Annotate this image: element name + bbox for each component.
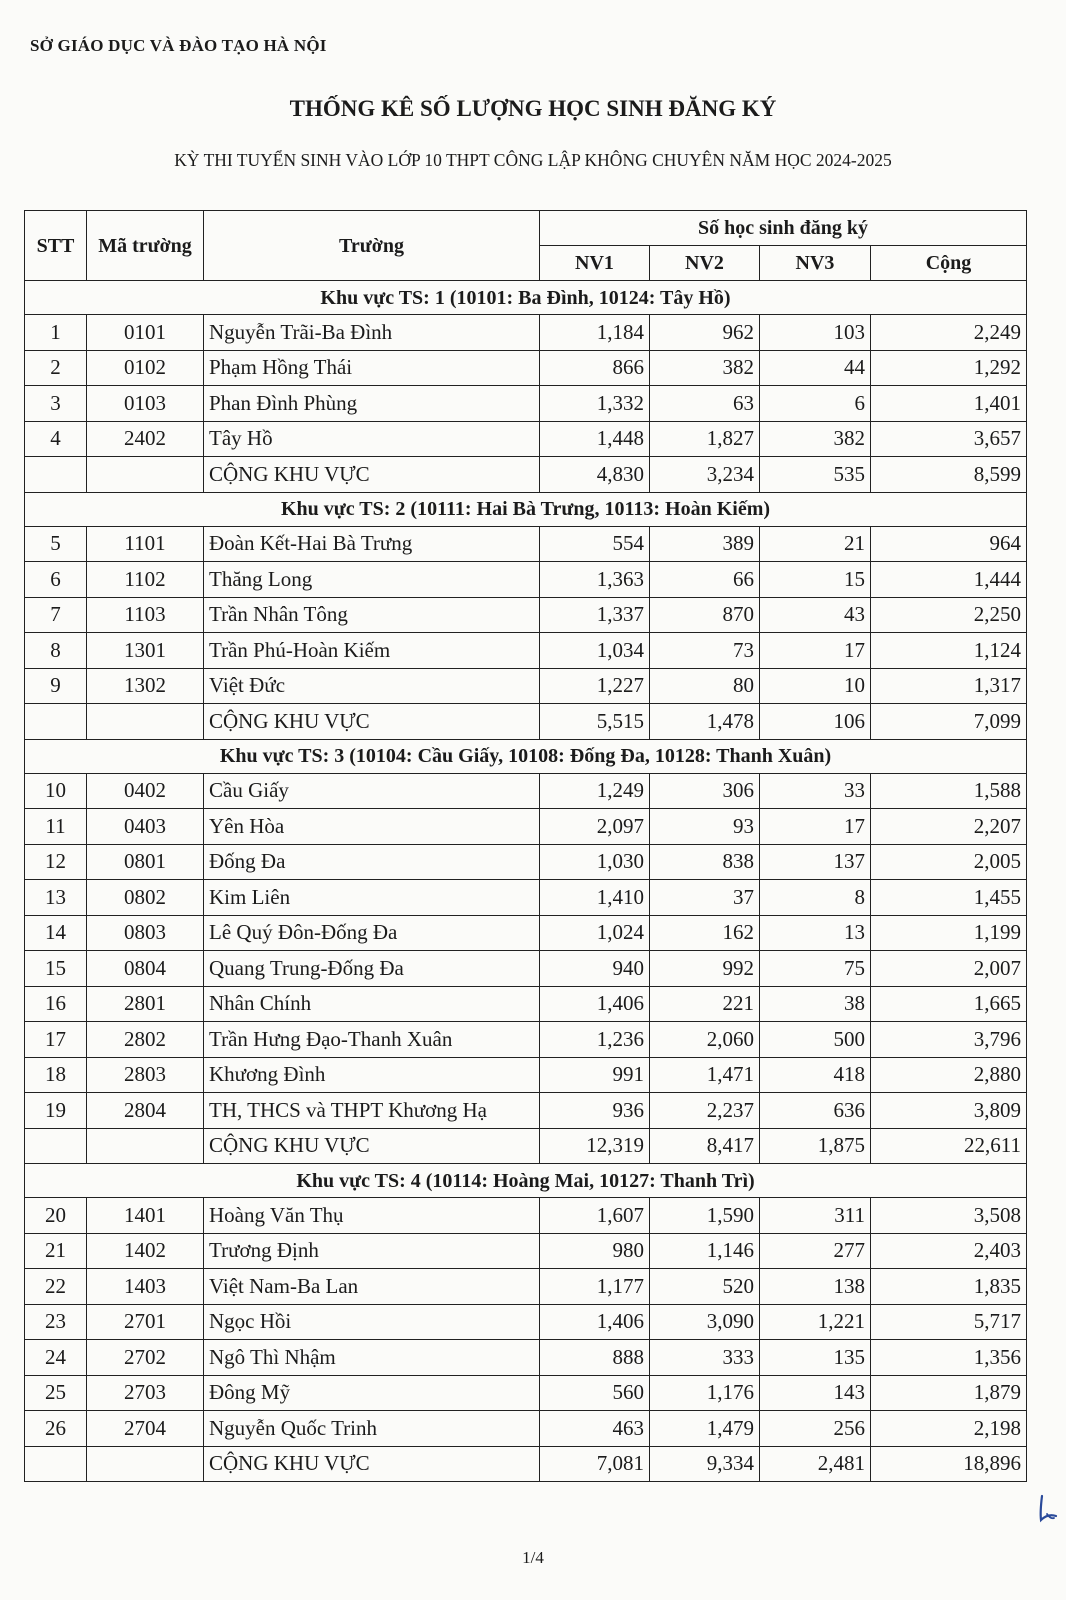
stt-cell: 2 xyxy=(25,350,87,386)
nv2-cell: 37 xyxy=(650,880,760,916)
document-title: THỐNG KÊ SỐ LƯỢNG HỌC SINH ĐĂNG KÝ xyxy=(289,96,777,121)
table-body xyxy=(25,281,1027,1482)
empty-cell xyxy=(87,1128,204,1164)
nv1-cell: 1,448 xyxy=(540,421,650,457)
nv1-cell: 1,177 xyxy=(540,1269,650,1305)
school-code-cell: 2702 xyxy=(87,1340,204,1376)
school-code-cell: 1102 xyxy=(87,562,204,598)
subtotal-label: CỘNG KHU VỰC xyxy=(204,457,540,493)
total-cell: 5,717 xyxy=(871,1304,1027,1340)
total-cell: 1,292 xyxy=(871,350,1027,386)
school-name-cell: Ngô Thì Nhậm xyxy=(204,1340,540,1376)
nv3-cell: 143 xyxy=(760,1375,871,1411)
table-row xyxy=(25,421,1027,457)
nv2-cell: 2,237 xyxy=(650,1093,760,1129)
school-name-cell: TH, THCS và THPT Khương Hạ xyxy=(204,1093,540,1129)
nv1-cell: 866 xyxy=(540,350,650,386)
region-title: Khu vực TS: 4 (10114: Hoàng Mai, 10127: Thanh Trì) xyxy=(25,1164,1027,1198)
region-header-row xyxy=(25,1164,1027,1198)
empty-cell xyxy=(87,1446,204,1482)
stt-cell: 15 xyxy=(25,951,87,987)
total-cell: 1,835 xyxy=(871,1269,1027,1305)
column-header-stt: STT xyxy=(25,211,87,281)
table-row xyxy=(25,1057,1027,1093)
stt-cell: 26 xyxy=(25,1411,87,1447)
nv1-cell: 936 xyxy=(540,1093,650,1129)
school-code-cell: 2803 xyxy=(87,1057,204,1093)
stt-cell: 7 xyxy=(25,597,87,633)
school-name-cell: Yên Hòa xyxy=(204,809,540,845)
nv1-cell: 1,249 xyxy=(540,773,650,809)
total-cell: 1,401 xyxy=(871,386,1027,422)
stt-cell: 8 xyxy=(25,633,87,669)
nv2-cell: 221 xyxy=(650,986,760,1022)
table-row xyxy=(25,562,1027,598)
nv3-cell: 418 xyxy=(760,1057,871,1093)
nv2-cell: 1,590 xyxy=(650,1198,760,1234)
nv3-cell: 43 xyxy=(760,597,871,633)
nv1-cell: 463 xyxy=(540,1411,650,1447)
nv2-cell: 992 xyxy=(650,951,760,987)
nv2-cell: 1,827 xyxy=(650,421,760,457)
school-code-cell: 0803 xyxy=(87,915,204,951)
nv1-cell: 1,030 xyxy=(540,844,650,880)
school-code-cell: 1402 xyxy=(87,1233,204,1269)
nv3-cell: 137 xyxy=(760,844,871,880)
stt-cell: 9 xyxy=(25,668,87,704)
school-name-cell: Nhân Chính xyxy=(204,986,540,1022)
total-cell: 1,199 xyxy=(871,915,1027,951)
stt-cell: 11 xyxy=(25,809,87,845)
school-name-cell: Trần Hưng Đạo-Thanh Xuân xyxy=(204,1022,540,1058)
table-row xyxy=(25,880,1027,916)
school-name-cell: Hoàng Văn Thụ xyxy=(204,1198,540,1234)
region-subtotal-row xyxy=(25,704,1027,740)
school-name-cell: Việt Đức xyxy=(204,668,540,704)
table-row xyxy=(25,773,1027,809)
nv3-cell: 1,221 xyxy=(760,1304,871,1340)
subtotal-label: CỘNG KHU VỰC xyxy=(204,704,540,740)
stt-cell: 5 xyxy=(25,526,87,562)
stt-cell: 23 xyxy=(25,1304,87,1340)
subtotal-nv1: 4,830 xyxy=(540,457,650,493)
total-cell: 1,879 xyxy=(871,1375,1027,1411)
nv3-cell: 135 xyxy=(760,1340,871,1376)
nv3-cell: 17 xyxy=(760,633,871,669)
subtotal-total: 7,099 xyxy=(871,704,1027,740)
nv2-cell: 1,176 xyxy=(650,1375,760,1411)
school-code-cell: 0801 xyxy=(87,844,204,880)
school-name-cell: Thăng Long xyxy=(204,562,540,598)
region-header-row xyxy=(25,739,1027,773)
school-name-cell: Nguyễn Trãi-Ba Đình xyxy=(204,315,540,351)
table-row xyxy=(25,1198,1027,1234)
nv2-cell: 382 xyxy=(650,350,760,386)
nv1-cell: 1,410 xyxy=(540,880,650,916)
registration-table xyxy=(24,210,1027,1482)
total-cell: 3,657 xyxy=(871,421,1027,457)
nv1-cell: 554 xyxy=(540,526,650,562)
total-cell: 2,880 xyxy=(871,1057,1027,1093)
region-header-row xyxy=(25,492,1027,526)
nv2-cell: 66 xyxy=(650,562,760,598)
total-cell: 2,207 xyxy=(871,809,1027,845)
subtotal-nv1: 12,319 xyxy=(540,1128,650,1164)
nv3-cell: 10 xyxy=(760,668,871,704)
nv3-cell: 44 xyxy=(760,350,871,386)
stt-cell: 13 xyxy=(25,880,87,916)
stt-cell: 18 xyxy=(25,1057,87,1093)
nv2-cell: 3,090 xyxy=(650,1304,760,1340)
subtotal-nv3: 106 xyxy=(760,704,871,740)
table-row xyxy=(25,1022,1027,1058)
school-name-cell: Tây Hồ xyxy=(204,421,540,457)
nv2-cell: 2,060 xyxy=(650,1022,760,1058)
subtotal-nv3: 1,875 xyxy=(760,1128,871,1164)
school-code-cell: 1403 xyxy=(87,1269,204,1305)
nv1-cell: 991 xyxy=(540,1057,650,1093)
school-name-cell: Trương Định xyxy=(204,1233,540,1269)
school-name-cell: Phan Đình Phùng xyxy=(204,386,540,422)
school-code-cell: 0102 xyxy=(87,350,204,386)
subtotal-nv1: 5,515 xyxy=(540,704,650,740)
school-name-cell: Phạm Hồng Thái xyxy=(204,350,540,386)
school-code-cell: 0101 xyxy=(87,315,204,351)
total-cell: 1,588 xyxy=(871,773,1027,809)
table-row xyxy=(25,668,1027,704)
nv2-cell: 1,146 xyxy=(650,1233,760,1269)
table-row xyxy=(25,844,1027,880)
empty-cell xyxy=(25,457,87,493)
subtotal-total: 18,896 xyxy=(871,1446,1027,1482)
region-title: Khu vực TS: 3 (10104: Cầu Giấy, 10108: Đống Đa, 10128: Thanh Xuân) xyxy=(25,739,1027,773)
column-header-school: Trường xyxy=(204,211,540,281)
school-code-cell: 2804 xyxy=(87,1093,204,1129)
nv2-cell: 93 xyxy=(650,809,760,845)
table-row xyxy=(25,1269,1027,1305)
nv3-cell: 256 xyxy=(760,1411,871,1447)
school-code-cell: 2704 xyxy=(87,1411,204,1447)
nv1-cell: 1,227 xyxy=(540,668,650,704)
school-name-cell: Kim Liên xyxy=(204,880,540,916)
nv1-cell: 1,406 xyxy=(540,1304,650,1340)
nv2-cell: 962 xyxy=(650,315,760,351)
nv2-cell: 63 xyxy=(650,386,760,422)
nv3-cell: 311 xyxy=(760,1198,871,1234)
nv2-cell: 73 xyxy=(650,633,760,669)
subtotal-label: CỘNG KHU VỰC xyxy=(204,1446,540,1482)
table-row xyxy=(25,526,1027,562)
total-cell: 2,005 xyxy=(871,844,1027,880)
empty-cell xyxy=(25,704,87,740)
column-header-nv1: NV1 xyxy=(540,246,650,281)
region-header-row xyxy=(25,281,1027,315)
column-header-school-code: Mã trường xyxy=(87,211,204,281)
subtotal-nv2: 8,417 xyxy=(650,1128,760,1164)
subtotal-total: 22,611 xyxy=(871,1128,1027,1164)
school-name-cell: Trần Phú-Hoàn Kiếm xyxy=(204,633,540,669)
school-code-cell: 2801 xyxy=(87,986,204,1022)
department-name: SỞ GIÁO DỤC VÀ ĐÀO TẠO HÀ NỘI xyxy=(30,36,327,55)
subtotal-nv2: 1,478 xyxy=(650,704,760,740)
nv2-cell: 838 xyxy=(650,844,760,880)
subtotal-label: CỘNG KHU VỰC xyxy=(204,1128,540,1164)
nv3-cell: 138 xyxy=(760,1269,871,1305)
total-cell: 2,403 xyxy=(871,1233,1027,1269)
nv3-cell: 103 xyxy=(760,315,871,351)
nv3-cell: 15 xyxy=(760,562,871,598)
nv3-cell: 382 xyxy=(760,421,871,457)
school-name-cell: Ngọc Hồi xyxy=(204,1304,540,1340)
table-row xyxy=(25,633,1027,669)
nv3-cell: 277 xyxy=(760,1233,871,1269)
nv2-cell: 520 xyxy=(650,1269,760,1305)
nv1-cell: 1,034 xyxy=(540,633,650,669)
nv3-cell: 636 xyxy=(760,1093,871,1129)
school-code-cell: 2703 xyxy=(87,1375,204,1411)
school-code-cell: 1301 xyxy=(87,633,204,669)
subtotal-total: 8,599 xyxy=(871,457,1027,493)
table-row xyxy=(25,809,1027,845)
school-code-cell: 2802 xyxy=(87,1022,204,1058)
nv3-cell: 17 xyxy=(760,809,871,845)
school-name-cell: Đoàn Kết-Hai Bà Trưng xyxy=(204,526,540,562)
nv2-cell: 162 xyxy=(650,915,760,951)
stt-cell: 24 xyxy=(25,1340,87,1376)
stt-cell: 19 xyxy=(25,1093,87,1129)
region-subtotal-row xyxy=(25,1446,1027,1482)
nv1-cell: 940 xyxy=(540,951,650,987)
column-header-nv3: NV3 xyxy=(760,246,871,281)
empty-cell xyxy=(87,704,204,740)
table-row xyxy=(25,315,1027,351)
table-row xyxy=(25,1093,1027,1129)
total-cell: 2,249 xyxy=(871,315,1027,351)
school-name-cell: Quang Trung-Đống Đa xyxy=(204,951,540,987)
total-cell: 1,455 xyxy=(871,880,1027,916)
nv2-cell: 389 xyxy=(650,526,760,562)
stt-cell: 22 xyxy=(25,1269,87,1305)
school-name-cell: Cầu Giấy xyxy=(204,773,540,809)
document-subtitle: KỲ THI TUYỂN SINH VÀO LỚP 10 THPT CÔNG LẬP KHÔNG CHUYÊN NĂM HỌC 2024-2025 xyxy=(174,150,892,170)
nv1-cell: 980 xyxy=(540,1233,650,1269)
stt-cell: 4 xyxy=(25,421,87,457)
nv1-cell: 1,184 xyxy=(540,315,650,351)
school-name-cell: Trần Nhân Tông xyxy=(204,597,540,633)
table-row xyxy=(25,915,1027,951)
school-code-cell: 0402 xyxy=(87,773,204,809)
table-row xyxy=(25,1411,1027,1447)
school-code-cell: 1401 xyxy=(87,1198,204,1234)
school-code-cell: 0403 xyxy=(87,809,204,845)
nv1-cell: 888 xyxy=(540,1340,650,1376)
total-cell: 3,809 xyxy=(871,1093,1027,1129)
nv1-cell: 2,097 xyxy=(540,809,650,845)
stt-cell: 1 xyxy=(25,315,87,351)
nv3-cell: 8 xyxy=(760,880,871,916)
total-cell: 1,317 xyxy=(871,668,1027,704)
nv2-cell: 306 xyxy=(650,773,760,809)
subtotal-nv3: 2,481 xyxy=(760,1446,871,1482)
nv1-cell: 1,607 xyxy=(540,1198,650,1234)
table-row xyxy=(25,350,1027,386)
nv2-cell: 333 xyxy=(650,1340,760,1376)
total-cell: 2,198 xyxy=(871,1411,1027,1447)
stt-cell: 25 xyxy=(25,1375,87,1411)
school-code-cell: 1103 xyxy=(87,597,204,633)
nv1-cell: 1,363 xyxy=(540,562,650,598)
school-code-cell: 0802 xyxy=(87,880,204,916)
stt-cell: 21 xyxy=(25,1233,87,1269)
nv1-cell: 1,406 xyxy=(540,986,650,1022)
column-header-total: Cộng xyxy=(871,246,1027,281)
nv2-cell: 870 xyxy=(650,597,760,633)
school-name-cell: Đông Mỹ xyxy=(204,1375,540,1411)
nv1-cell: 560 xyxy=(540,1375,650,1411)
nv3-cell: 6 xyxy=(760,386,871,422)
nv3-cell: 21 xyxy=(760,526,871,562)
stt-cell: 12 xyxy=(25,844,87,880)
school-name-cell: Việt Nam-Ba Lan xyxy=(204,1269,540,1305)
table-row xyxy=(25,1304,1027,1340)
school-name-cell: Đống Đa xyxy=(204,844,540,880)
region-subtotal-row xyxy=(25,457,1027,493)
stt-cell: 16 xyxy=(25,986,87,1022)
school-name-cell: Khương Đình xyxy=(204,1057,540,1093)
total-cell: 1,356 xyxy=(871,1340,1027,1376)
stt-cell: 6 xyxy=(25,562,87,598)
school-name-cell: Lê Quý Đôn-Đống Đa xyxy=(204,915,540,951)
stt-cell: 3 xyxy=(25,386,87,422)
nv3-cell: 33 xyxy=(760,773,871,809)
school-code-cell: 0103 xyxy=(87,386,204,422)
region-subtotal-row xyxy=(25,1128,1027,1164)
stt-cell: 10 xyxy=(25,773,87,809)
subtotal-nv3: 535 xyxy=(760,457,871,493)
school-code-cell: 2701 xyxy=(87,1304,204,1340)
table-row xyxy=(25,1340,1027,1376)
page-number: 1/4 xyxy=(522,1548,544,1567)
region-title: Khu vực TS: 2 (10111: Hai Bà Trưng, 10113: Hoàn Kiếm) xyxy=(25,492,1027,526)
region-title: Khu vực TS: 1 (10101: Ba Đình, 10124: Tây Hồ) xyxy=(25,281,1027,315)
school-code-cell: 0804 xyxy=(87,951,204,987)
column-header-nv2: NV2 xyxy=(650,246,760,281)
school-name-cell: Nguyễn Quốc Trinh xyxy=(204,1411,540,1447)
nv3-cell: 75 xyxy=(760,951,871,987)
nv1-cell: 1,236 xyxy=(540,1022,650,1058)
table-row xyxy=(25,1375,1027,1411)
nv3-cell: 500 xyxy=(760,1022,871,1058)
nv2-cell: 1,471 xyxy=(650,1057,760,1093)
table-row xyxy=(25,986,1027,1022)
total-cell: 1,665 xyxy=(871,986,1027,1022)
total-cell: 1,444 xyxy=(871,562,1027,598)
nv1-cell: 1,332 xyxy=(540,386,650,422)
subtotal-nv2: 3,234 xyxy=(650,457,760,493)
total-cell: 2,250 xyxy=(871,597,1027,633)
nv1-cell: 1,337 xyxy=(540,597,650,633)
stt-cell: 14 xyxy=(25,915,87,951)
total-cell: 2,007 xyxy=(871,951,1027,987)
handwritten-mark-icon xyxy=(1036,1494,1062,1524)
nv3-cell: 38 xyxy=(760,986,871,1022)
nv1-cell: 1,024 xyxy=(540,915,650,951)
subtotal-nv2: 9,334 xyxy=(650,1446,760,1482)
school-code-cell: 2402 xyxy=(87,421,204,457)
stt-cell: 20 xyxy=(25,1198,87,1234)
nv2-cell: 80 xyxy=(650,668,760,704)
empty-cell xyxy=(87,457,204,493)
empty-cell xyxy=(25,1446,87,1482)
total-cell: 964 xyxy=(871,526,1027,562)
nv2-cell: 1,479 xyxy=(650,1411,760,1447)
table-row xyxy=(25,951,1027,987)
stt-cell: 17 xyxy=(25,1022,87,1058)
column-group-header: Số học sinh đăng ký xyxy=(540,211,1027,246)
empty-cell xyxy=(25,1128,87,1164)
total-cell: 3,508 xyxy=(871,1198,1027,1234)
school-code-cell: 1302 xyxy=(87,668,204,704)
table-row xyxy=(25,597,1027,633)
nv3-cell: 13 xyxy=(760,915,871,951)
table-row xyxy=(25,1233,1027,1269)
table-row xyxy=(25,386,1027,422)
total-cell: 1,124 xyxy=(871,633,1027,669)
school-code-cell: 1101 xyxy=(87,526,204,562)
total-cell: 3,796 xyxy=(871,1022,1027,1058)
subtotal-nv1: 7,081 xyxy=(540,1446,650,1482)
